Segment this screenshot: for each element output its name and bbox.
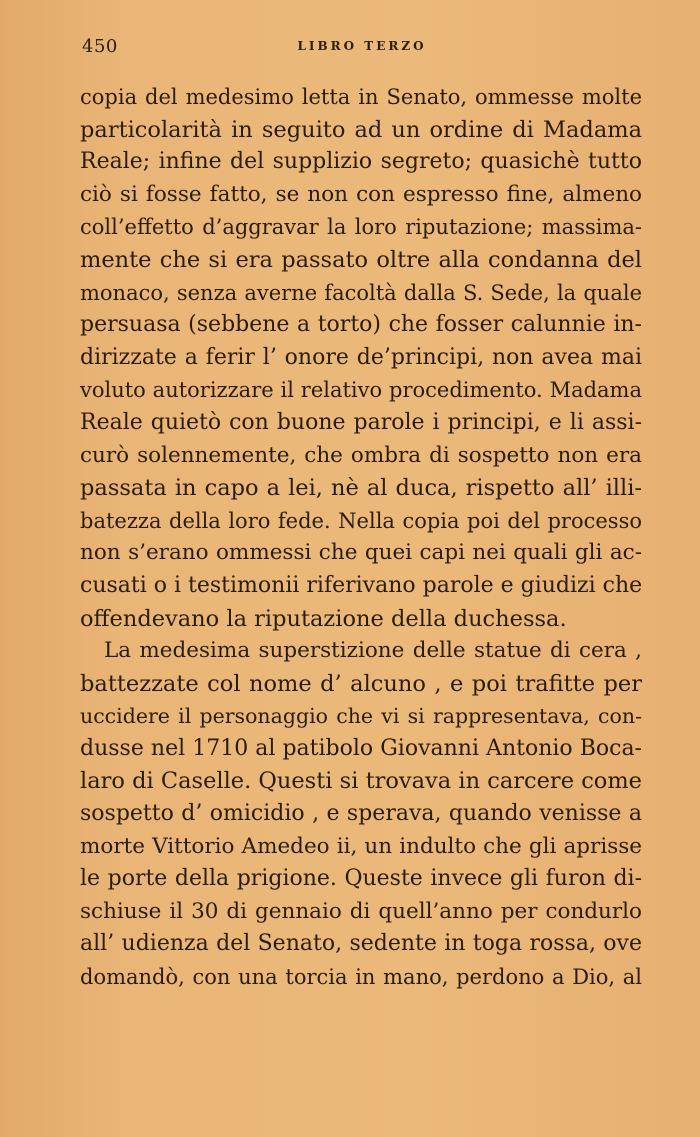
paragraph-2 [80, 635, 642, 994]
text-line: offendevano la riputazione della duchessa. [80, 605, 567, 632]
text-line: le porte della prigione. Queste invece gli furon di- [80, 866, 642, 892]
text-line: cusati o i testimonii riferivano parole e giudizi che [80, 572, 643, 598]
text-line: mente che si era passato oltre alla condanna del [80, 246, 642, 273]
paragraph-1 [80, 81, 642, 635]
text-line: domandò, con una torcia in mano, perdono a Dio, al [80, 965, 642, 990]
text-line: voluto autorizzare il relativo procedimento. Madama [80, 378, 642, 403]
text-line: sospetto d’ omicidio , e sperava, quando venisse a [80, 801, 642, 827]
text-line: curò solennemente, che ombra di sospetto non era [80, 442, 642, 468]
text-line: La medesima superstizione delle statue di cera , [104, 638, 642, 664]
text-line: non s’erano ommessi che quei capi nei quali gli ac- [80, 540, 642, 566]
text-line: uccidere il personaggio che vi si rappresentava, con- [80, 704, 642, 729]
text-line: coll’effetto d’aggravar la loro riputazione; massima- [80, 215, 642, 240]
page-header [82, 36, 642, 58]
text-line: particolarità in seguito ad un ordine di Madama [80, 116, 642, 143]
text-line: copia del medesimo letta in Senato, ommesse molte [80, 85, 642, 109]
text-line: persuasa (sebbene a torto) che fosser calunnie in- [80, 312, 642, 338]
text-line: passata in capo a lei, nè al duca, rispetto all’ illi- [80, 475, 642, 502]
page-number: 450 [82, 36, 118, 57]
text-line: schiuse il 30 di gennaio di quell’anno per condurlo [80, 898, 642, 924]
text-line: morte Vittorio Amedeo ii, un indulto che gli aprisse [80, 833, 642, 859]
text-line: laro di Caselle. Questi si trovava in carcere come [80, 768, 642, 795]
text-line: batezza della loro fede. Nella copia poi del processo [80, 508, 642, 533]
body-text [80, 81, 642, 994]
text-line: ciò si fosse fatto, se non con espresso fine, almeno [80, 181, 642, 207]
text-line: all’ udienza del Senato, sedente in toga rossa, ove [80, 931, 642, 957]
text-line: dirizzate a ferir l’ onore de’principi, non avea mai [80, 344, 642, 370]
running-head: LIBRO TERZO [297, 39, 427, 53]
text-line: Reale quietò con buone parole i principi, e li assi- [80, 409, 642, 435]
text-line: dusse nel 1710 al patibolo Giovanni Antonio Boca- [80, 735, 642, 761]
text-line: Reale; infine del supplizio segreto; quasichè tutto [80, 149, 642, 175]
text-line: battezzate col nome d’ alcuno , e poi trafitte per [80, 670, 642, 697]
text-line: monaco, senza averne facoltà dalla S. Sede, la quale [80, 280, 642, 305]
